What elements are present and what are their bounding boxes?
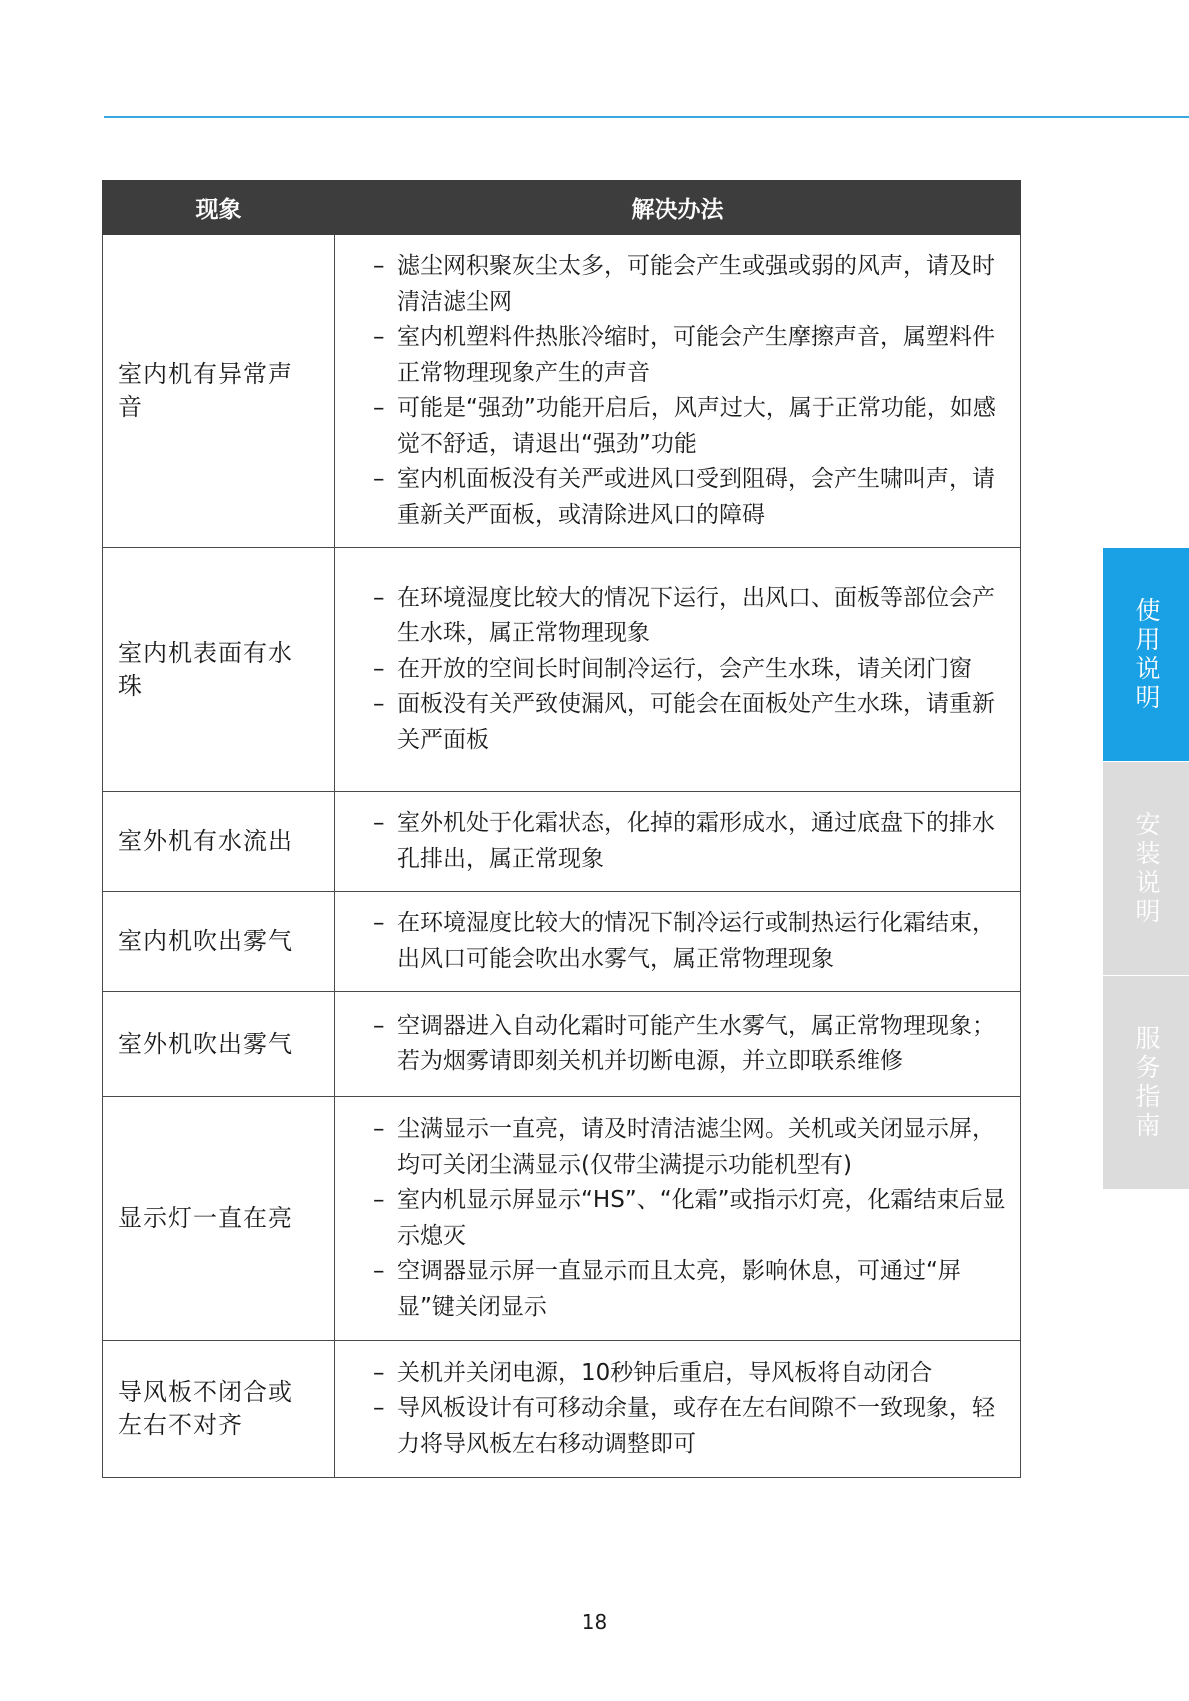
solution-list — [373, 1356, 1012, 1463]
solution-list — [373, 906, 1012, 977]
solution-item: – 在环境湿度比较大的情况下运行，出风口、面板等部位会产生水珠，属正常物理现象 — [373, 581, 1012, 652]
solution-cell — [335, 992, 1021, 1097]
solution-item: – 面板没有关严致使漏风，可能会在面板处产生水珠，请重新关严面板 — [373, 687, 1012, 758]
page-number: 18 — [581, 1610, 608, 1634]
side-tab-label: 安装说明 — [1132, 810, 1161, 927]
solution-item: – 可能是“强劲”功能开启后，风声过大，属于正常功能，如感觉不舒适，请退出“强劲”功能 — [373, 391, 1012, 462]
solution-item: – 室内机显示屏显示“HS”、“化霜”或指示灯亮，化霜结束后显示熄灭 — [373, 1183, 1012, 1254]
solution-item: – 室内机面板没有关严或进风口受到阻碍，会产生啸叫声，请重新关严面板，或清除进风口的障碍 — [373, 462, 1012, 533]
table-row — [103, 992, 1021, 1097]
section-side-tabs — [1103, 548, 1189, 1190]
troubleshooting-table — [102, 180, 1021, 1478]
solution-list — [373, 249, 1012, 533]
solution-item: – 在环境湿度比较大的情况下制冷运行或制热运行化霜结束，出风口可能会吹出水雾气，属正常物理现象 — [373, 906, 1012, 977]
symptom-cell: 室内机表面有水珠 — [103, 548, 335, 792]
solution-cell — [335, 792, 1021, 892]
table-row — [103, 548, 1021, 792]
solution-list — [373, 1009, 1012, 1080]
solution-cell — [335, 1341, 1021, 1478]
side-tab-usage-instructions[interactable] — [1103, 548, 1189, 762]
side-tab-label: 使用说明 — [1132, 596, 1161, 713]
solution-item: – 尘满显示一直亮，请及时清洁滤尘网。关机或关闭显示屏，均可关闭尘满显示(仅带尘满提示功能机型有) — [373, 1112, 1012, 1183]
symptom-cell: 室外机有水流出 — [103, 792, 335, 892]
symptom-cell: 室内机吹出雾气 — [103, 892, 335, 992]
solution-list — [373, 1112, 1012, 1325]
table-row — [103, 1097, 1021, 1341]
symptom-cell: 导风板不闭合或左右不对齐 — [103, 1341, 335, 1478]
solution-cell — [335, 235, 1021, 548]
table-header-row — [103, 181, 1021, 235]
solution-item: – 滤尘网积聚灰尘太多，可能会产生或强或弱的风声，请及时清洁滤尘网 — [373, 249, 1012, 320]
solution-list — [373, 581, 1012, 759]
symptom-cell: 显示灯一直在亮 — [103, 1097, 335, 1341]
table-row — [103, 1341, 1021, 1478]
solution-item: – 空调器显示屏一直显示而且太亮，影响休息，可通过“屏显”键关闭显示 — [373, 1254, 1012, 1325]
solution-cell — [335, 1097, 1021, 1341]
side-tab-label: 服务指南 — [1132, 1024, 1161, 1141]
table-row — [103, 235, 1021, 548]
side-tab-installation-instructions[interactable] — [1103, 762, 1189, 976]
column-header-solution: 解决办法 — [335, 181, 1021, 235]
solution-item: – 空调器进入自动化霜时可能产生水雾气，属正常物理现象；若为烟雾请即刻关机并切断电源，并立即联系维修 — [373, 1009, 1012, 1080]
solution-list — [373, 806, 1012, 877]
solution-item: – 导风板设计有可移动余量，或存在左右间隙不一致现象，轻力将导风板左右移动调整即可 — [373, 1391, 1012, 1462]
solution-item: – 在开放的空间长时间制冷运行，会产生水珠，请关闭门窗 — [373, 652, 1012, 688]
table-row — [103, 792, 1021, 892]
column-header-symptom: 现象 — [103, 181, 335, 235]
solution-item: – 关机并关闭电源，10秒钟后重启，导风板将自动闭合 — [373, 1356, 1012, 1392]
solution-cell — [335, 548, 1021, 792]
solution-item: – 室外机处于化霜状态，化掉的霜形成水，通过底盘下的排水孔排出，属正常现象 — [373, 806, 1012, 877]
header-divider-line — [104, 116, 1189, 118]
table-row — [103, 892, 1021, 992]
symptom-cell: 室内机有异常声音 — [103, 235, 335, 548]
symptom-cell: 室外机吹出雾气 — [103, 992, 335, 1097]
side-tab-service-guide[interactable] — [1103, 976, 1189, 1190]
solution-cell — [335, 892, 1021, 992]
solution-item: – 室内机塑料件热胀冷缩时，可能会产生摩擦声音，属塑料件正常物理现象产生的声音 — [373, 320, 1012, 391]
